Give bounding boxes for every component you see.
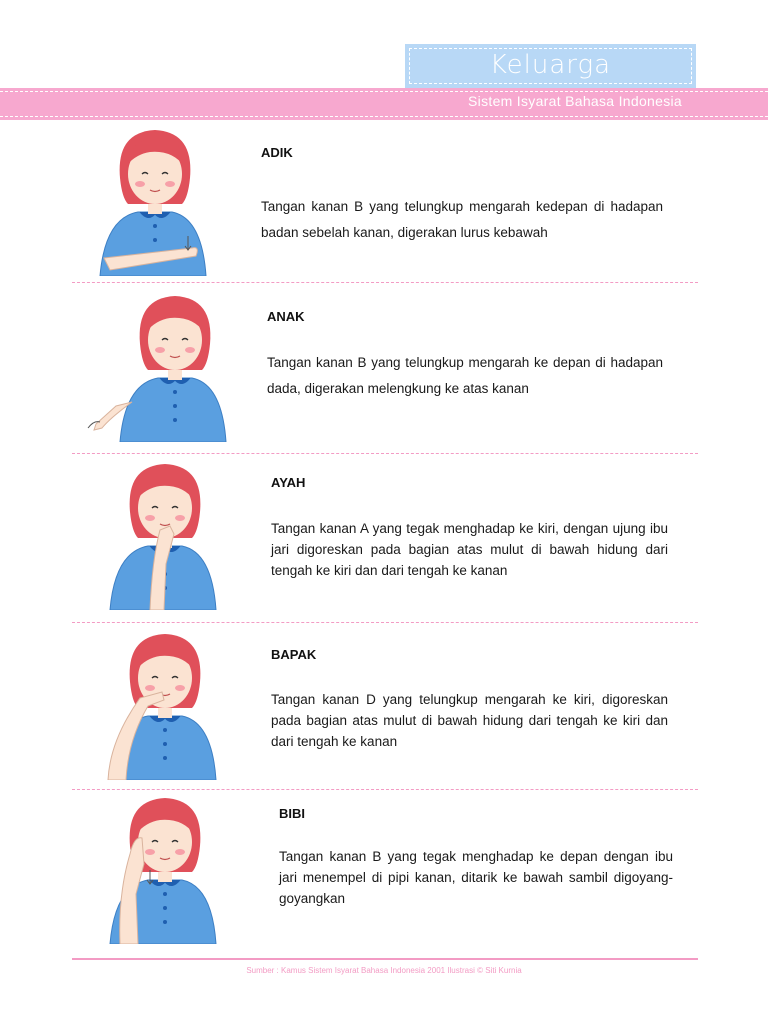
entry-desc-anak: Tangan kanan B yang telungkup mengarah ke depan di hadapan dada, digerakan melengkung ke atas kanan (267, 355, 663, 396)
entry-desc-bibi: Tangan kanan B yang tegak menghadap ke depan dengan ibu jari menempel di pipi kanan, ditarik ke bawah sambil digoyang-goyangkan (279, 849, 673, 906)
source-credit: Sumber : Kamus Sistem Isyarat Bahasa Indonesia 2001 Ilustrasi © Siti Kurnia (246, 966, 522, 975)
divider (72, 789, 698, 790)
divider (72, 282, 698, 283)
sign-illustration-bibi (90, 794, 240, 944)
subtitle-banner (0, 88, 768, 120)
title-box (405, 44, 696, 88)
footer-line (72, 958, 698, 960)
sign-illustration-adik (80, 126, 230, 276)
page-subtitle: Sistem Isyarat Bahasa Indonesia (468, 93, 682, 109)
entry-title-bibi: BIBI (279, 806, 305, 821)
divider (72, 622, 698, 623)
entry-desc-adik: Tangan kanan B yang telungkup mengarah kedepan di hadapan badan sebelah kanan, digerakan lurus kebawah (261, 199, 663, 240)
sign-illustration-bapak (90, 630, 240, 780)
entry-desc-ayah: Tangan kanan A yang tegak menghadap ke kiri, dengan ujung ibu jari digoreskan pada bagian atas mulut di bawah hidung dari tengah ke kiri dan dari tengah ke kanan (271, 521, 668, 578)
sign-illustration-anak (80, 292, 230, 442)
page-title: Keluarga (489, 50, 612, 80)
entry-title-anak: ANAK (267, 309, 305, 324)
entry-desc-bapak: Tangan kanan D yang telungkup mengarah ke kiri, digoreskan pada bagian atas mulut di bawah hidung dari tengah ke kiri dan dari tengah ke kanan (271, 692, 668, 749)
divider (72, 453, 698, 454)
entry-title-bapak: BAPAK (271, 647, 317, 662)
entry-title-adik: ADIK (261, 145, 293, 160)
entry-title-ayah: AYAH (271, 475, 306, 490)
sign-illustration-ayah (90, 460, 240, 610)
